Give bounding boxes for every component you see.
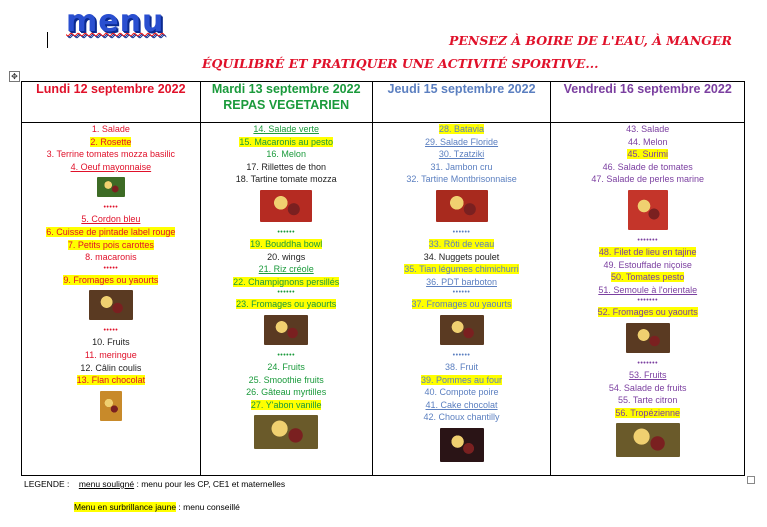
menu-item: [373, 136, 551, 149]
menu-item-text: 30. Tzatziki: [438, 149, 485, 160]
menu-item: [373, 173, 551, 186]
separator-dots: •••••: [103, 327, 119, 335]
separator-dots: ••••••: [452, 289, 471, 297]
menu-item: [551, 161, 744, 174]
cheese-picture: [264, 315, 308, 345]
menu-item: [373, 251, 551, 264]
menu-item-text: 22. Champignons persillés: [233, 276, 340, 287]
menu-item-text: 33. Rôti de veau: [428, 238, 495, 249]
menu-item: [22, 336, 200, 349]
menu-item-text: 9. Fromages ou yaourts: [63, 274, 159, 285]
menu-item: [373, 386, 551, 399]
menu-item-text: 40. Compote poire: [424, 387, 499, 398]
menu-item: [22, 374, 200, 387]
menu-item: [551, 259, 744, 272]
menu-item-text: 4. Oeuf mayonnaise: [70, 161, 152, 172]
separator-dots: •••••: [103, 264, 119, 272]
menu-item: [22, 226, 200, 239]
menu-item-text: 1. Salade: [91, 124, 130, 134]
menu-item-text: 10. Fruits: [92, 337, 130, 348]
separator-dots: •••••••: [637, 359, 659, 367]
strawberry-picture: [440, 428, 484, 462]
salad-picture: [97, 177, 125, 197]
flan-picture: [100, 391, 122, 421]
menu-item: [373, 361, 551, 374]
day-name: Mardi 13 septembre 2022: [211, 82, 361, 96]
menu-item-text: 12. Câlin coulis: [80, 362, 142, 373]
cheese-picture: [89, 290, 133, 320]
menu-item-text: 2. Rosette: [90, 136, 132, 147]
table-resize-handle[interactable]: [747, 476, 755, 484]
day-column-thursday: [372, 123, 551, 476]
separator-dots: •••••: [103, 204, 119, 212]
slogan-line-2: ÉQUILIBRÉ ET PRATIQUER UNE ACTIVITÉ SPORTIVE...: [202, 56, 599, 71]
legend-line-2: [74, 502, 240, 512]
menu-item: [22, 161, 200, 174]
menu-item: [201, 399, 372, 412]
menu-item-text: 46. Salade de tomates: [602, 161, 693, 172]
menu-item: [373, 298, 551, 311]
menu-item-text: 25. Smoothie fruits: [248, 374, 324, 385]
menu-item: [551, 284, 744, 297]
menu-item: [551, 369, 744, 382]
menu-item-text: 42. Choux chantilly: [423, 412, 500, 423]
menu-item-text: 45. Surimi: [627, 149, 668, 160]
weekly-menu-table: [21, 81, 745, 476]
day-subtitle: REPAS VEGETARIEN: [223, 98, 350, 112]
menu-item-text: 15. Macaronis au pesto: [239, 136, 333, 147]
tomato-picture: [260, 190, 312, 222]
menu-item: [551, 148, 744, 161]
menu-item-text: 3. Terrine tomates mozza basilic: [46, 149, 176, 160]
day-header-friday: [551, 82, 745, 123]
menu-item-text: 34. Nuggets poulet: [423, 251, 500, 262]
menu-item-text: 54. Salade de fruits: [608, 382, 687, 393]
menu-item-text: 5. Cordon bleu: [81, 214, 141, 225]
menu-item: [201, 173, 372, 186]
menu-item: [373, 263, 551, 276]
legend-line-1: [24, 479, 285, 489]
fruits-picture: [254, 415, 318, 449]
menu-item-text: 16. Melon: [266, 149, 306, 160]
menu-item: [551, 382, 744, 395]
menu-item: [22, 239, 200, 252]
separator-dots: ••••••: [277, 351, 296, 359]
menu-item: [373, 374, 551, 387]
menu-item-text: 28. Batavia: [439, 124, 485, 134]
menu-item: [22, 349, 200, 362]
menu-item-text: 26. Gâteau myrtilles: [246, 387, 327, 398]
separator-dots: ••••••: [277, 228, 296, 236]
day-header-monday: [22, 82, 201, 123]
menu-item: [373, 161, 551, 174]
menu-item: [373, 238, 551, 251]
menu-item-text: 50. Tomates pesto: [611, 272, 685, 283]
separator-dots: •••••••: [637, 297, 659, 305]
menu-item: [22, 274, 200, 287]
menu-item-text: 52. Fromages ou yaourts: [597, 307, 698, 318]
table-move-handle-icon[interactable]: ✥: [9, 71, 20, 82]
menu-item-text: 7. Petits pois carottes: [67, 239, 154, 250]
menu-item-text: 29. Salade Floride: [425, 136, 499, 147]
menu-item: [22, 362, 200, 375]
menu-item: [22, 213, 200, 226]
menu-item-text: 38. Fruit: [445, 361, 479, 372]
menu-item-text: 32. Tartine Montbrisonnaise: [406, 174, 517, 185]
menu-item-text: 37. Fromages ou yaourts: [411, 299, 512, 310]
menu-item: [551, 173, 744, 186]
watermelon-picture: [628, 190, 668, 230]
day-column-monday: [22, 123, 201, 476]
menu-item: [551, 136, 744, 149]
menu-item: [551, 407, 744, 420]
separator-dots: •••••••: [637, 236, 659, 244]
legend-underline-term: menu souligné: [78, 479, 135, 489]
menu-item: [201, 148, 372, 161]
menu-item: [201, 263, 372, 276]
menu-item: [551, 394, 744, 407]
table-header-row: [22, 82, 745, 123]
menu-item: [201, 136, 372, 149]
menu-item-text: 44. Melon: [627, 136, 668, 147]
menu-item-text: 35. Tian légumes chimichurri: [404, 264, 519, 275]
menu-item-text: 47. Salade de perles marine: [591, 174, 704, 185]
separator-dots: ••••••: [452, 351, 471, 359]
menu-item: [22, 136, 200, 149]
cheese-picture: [440, 315, 484, 345]
menu-title: menu: [66, 4, 165, 39]
day-column-tuesday: [200, 123, 372, 476]
table-body-row: [22, 123, 745, 476]
menu-item-text: 14. Salade verte: [253, 124, 319, 134]
menu-item: [551, 271, 744, 284]
menu-item: [201, 374, 372, 387]
menu-item-text: 27. Y'abon vanille: [250, 399, 322, 410]
tomato-picture: [436, 190, 488, 222]
menu-item-text: 39. Pommes au four: [421, 374, 503, 385]
menu-item: [201, 161, 372, 174]
menu-item: [373, 411, 551, 424]
separator-dots: ••••••: [452, 228, 471, 236]
menu-item-text: 19. Bouddha bowl: [250, 238, 323, 249]
day-name: Lundi 12 septembre 2022: [36, 82, 186, 96]
day-column-friday: [551, 123, 745, 476]
day-name: Vendredi 16 septembre 2022: [563, 82, 732, 96]
cheese-picture: [626, 323, 670, 353]
legend-highlight-term: Menu en surbrillance jaune: [74, 502, 177, 512]
menu-item: [201, 276, 372, 289]
legend-label: LEGENDE :: [24, 479, 70, 489]
menu-item: [201, 386, 372, 399]
menu-item: [22, 148, 200, 161]
menu-item: [373, 276, 551, 289]
menu-item-text: 43. Salade: [626, 124, 670, 134]
menu-item: [201, 123, 372, 136]
menu-item-text: 41. Cake chocolat: [425, 399, 498, 410]
separator-dots: ••••••: [277, 289, 296, 297]
menu-item: [551, 306, 744, 319]
menu-item: [201, 298, 372, 311]
menu-item-text: 21. Riz créole: [258, 264, 314, 275]
menu-item-text: 6. Cuisse de pintade label rouge: [46, 226, 176, 237]
menu-item-text: 18. Tartine tomate mozza: [235, 174, 337, 185]
menu-item-text: 31. Jambon cru: [430, 161, 493, 172]
text-cursor: [47, 32, 48, 48]
legend-highlight-desc: : menu conseillé: [176, 502, 240, 512]
menu-item: [201, 361, 372, 374]
menu-item: [201, 238, 372, 251]
menu-item: [201, 251, 372, 264]
menu-item-text: 8. macaronis: [85, 252, 137, 263]
menu-item-text: 17. Rillettes de thon: [246, 161, 326, 172]
menu-item: [551, 246, 744, 259]
menu-item-text: 56. Tropézienne: [615, 407, 680, 418]
fruits-picture: [616, 423, 680, 457]
menu-item-text: 49. Estouffade niçoise: [603, 259, 692, 270]
day-header-tuesday: [200, 82, 372, 123]
menu-item-text: 13. Flan chocolat: [76, 375, 146, 386]
menu-item: [551, 123, 744, 136]
menu-item-text: 20. wings: [267, 251, 306, 262]
menu-item: [373, 123, 551, 136]
menu-item-text: 11. meringue: [84, 349, 137, 360]
menu-item-text: 24. Fruits: [267, 361, 305, 372]
menu-item: [373, 399, 551, 412]
day-name: Jeudi 15 septembre 2022: [387, 82, 536, 96]
menu-item-text: 55. Tarte citron: [618, 395, 678, 406]
slogan-line-1: PENSEZ À BOIRE DE L'EAU, À MANGER: [449, 33, 732, 48]
menu-item-text: 23. Fromages ou yaourts: [236, 299, 337, 310]
menu-item-text: 53. Fruits: [628, 369, 667, 380]
menu-item: [373, 148, 551, 161]
day-header-thursday: [372, 82, 551, 123]
menu-item-text: 36. PDT barboton: [426, 276, 497, 287]
menu-item-text: 48. Filet de lieu en tajine: [598, 246, 697, 257]
menu-item-text: 51. Semoule à l'orientale: [598, 284, 698, 295]
legend-underline-desc: : menu pour les CP, CE1 et maternelles: [134, 479, 286, 489]
menu-item: [22, 123, 200, 136]
menu-item: [22, 251, 200, 264]
